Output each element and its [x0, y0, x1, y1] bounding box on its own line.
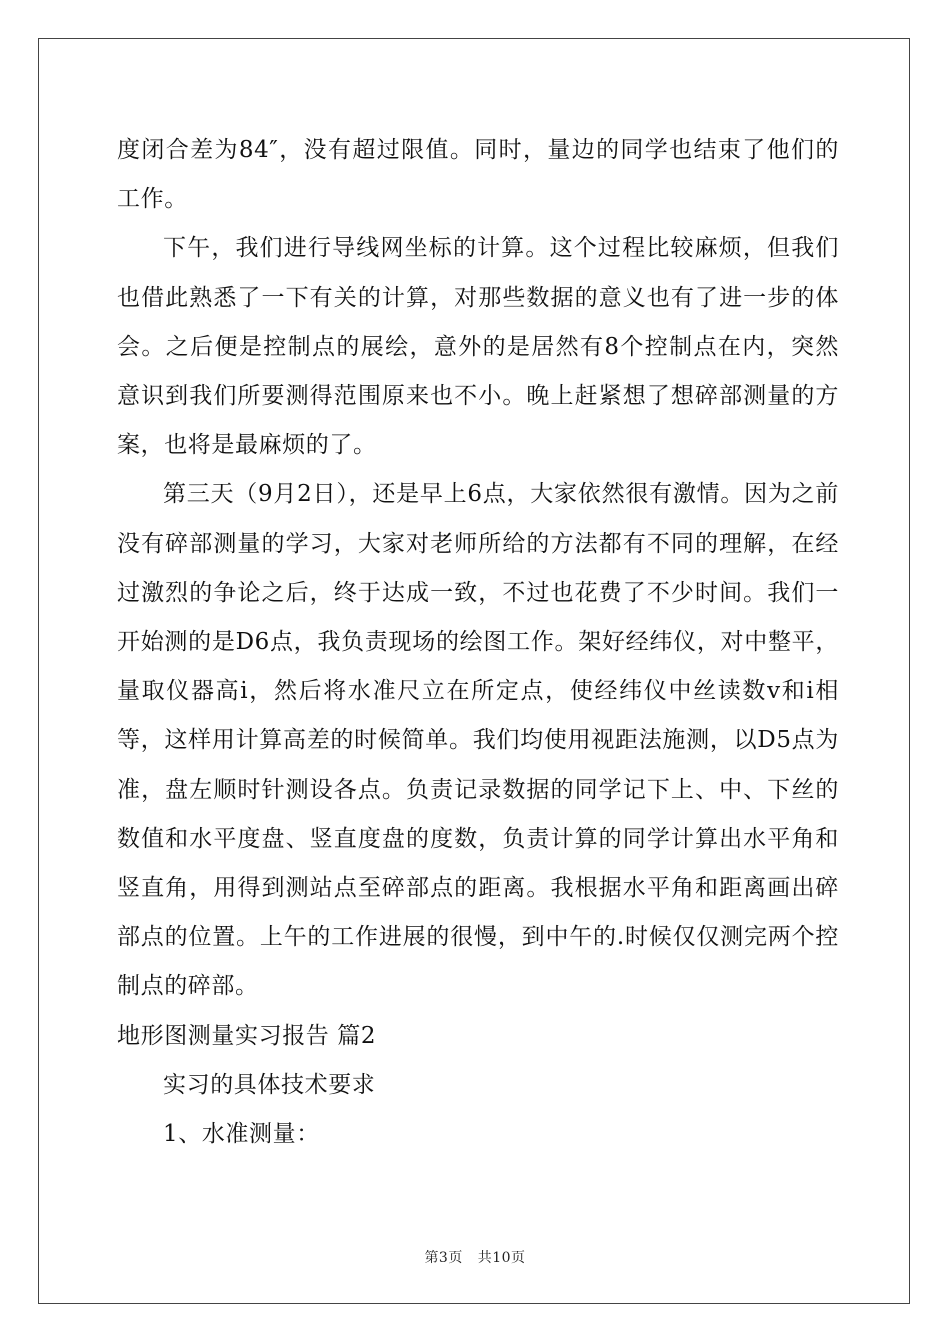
paragraph-afternoon: 下午，我们进行导线网坐标的计算。这个过程比较麻烦，但我们也借此熟悉了一下有关的计算，对那些数据的意义也有了进一步的体会。之后便是控制点的展绘，意外的是居然有8个控制点在内，突然意识到我们所要测得范围原来也不小。晚上赶紧想了想碎部测量的方案，也将是最麻烦的了。	[117, 235, 839, 459]
document-body	[117, 126, 839, 1159]
paragraph-day-three: 第三天（9月2日），还是早上6点，大家依然很有激情。因为之前没有碎部测量的学习，大家对老师所给的方法都有不同的理解，在经过激烈的争论之后，终于达成一致，不过也花费了不少时间。我们一开始测的是D6点，我负责现场的绘图工作。架好经纬仪，对中整平，量取仪器高i，然后将水准尺立在所定点，使经纬仪中丝读数v和i相等，这样用计算高差的时候简单。我们均使用视距法施测，以D5点为准，盘左顺时针测设各点。负责记录数据的同学记下上、中、下丝的数值和水平度盘、竖直度盘的度数，负责计算的同学计算出水平角和竖直角，用得到测站点至碎部点的距离。我根据水平角和距离画出碎部点的位置。上午的工作进展的很慢，到中午的.时候仅仅测完两个控制点的碎部。	[117, 481, 839, 1000]
page-footer	[0, 1247, 950, 1267]
page-number: 第3页	[424, 1250, 463, 1266]
page-total: 共10页	[477, 1250, 526, 1266]
sub-heading: 实习的具体技术要求	[163, 1071, 376, 1098]
paragraph-continuation: 度闭合差为84″，没有超过限值。同时，量边的同学也结束了他们的工作。	[117, 137, 839, 213]
list-item-leveling: 1、水准测量：	[163, 1121, 320, 1148]
section-title: 地形图测量实习报告 篇2	[117, 1022, 377, 1049]
